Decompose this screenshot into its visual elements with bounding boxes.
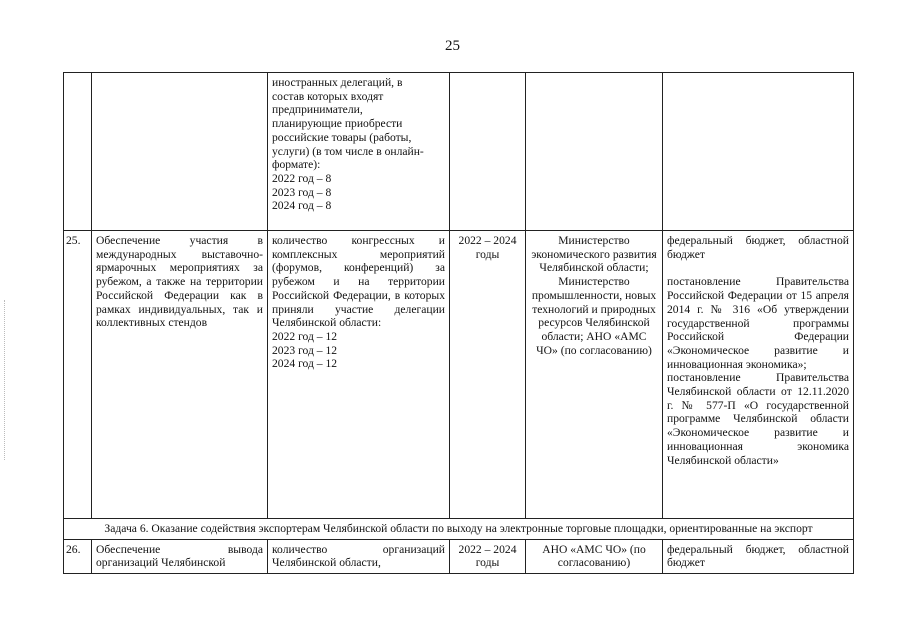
- cell-indicator: [268, 231, 450, 519]
- indicator-line: 2022 год – 8: [272, 171, 332, 185]
- cell-funding: [663, 231, 854, 519]
- table-row-25: [64, 231, 854, 519]
- cell-number: [64, 73, 92, 231]
- basis-regional: постановление Правительства Челябинской области от 12.11.2020 г. № 577-П «О государственной программе Челябинской области «Экономическое развитие и инновационная экономика Челябинской области»: [667, 371, 849, 467]
- indicator-year-2022: 2022 год – 12: [272, 329, 338, 343]
- indicator-text: количество организаций Челябинской области,: [268, 539, 450, 573]
- indicator-line: состав которых входят: [272, 89, 384, 103]
- cell-activity: [92, 73, 268, 231]
- period-text: 2022 – 2024 годы: [450, 231, 526, 519]
- cell-funding: [663, 73, 854, 231]
- indicator-line: услуги) (в том числе в онлайн-: [272, 144, 424, 158]
- cell-indicator: [268, 73, 450, 231]
- activity-text: Обеспечение вывода организаций Челябинской: [92, 539, 268, 573]
- table-row-continued: [64, 73, 854, 231]
- indicator-lines: [272, 76, 445, 213]
- table-row-26: [64, 539, 854, 573]
- indicator-year-2024: 2024 год – 12: [272, 357, 338, 371]
- funding-text: федеральный бюджет, областной бюджет: [667, 234, 849, 261]
- basis-federal: постановление Правительства Российской Федерации от 15 апреля 2014 г. № 316 «Об утверждении государственной программы Российской Федерации «Экономическое развитие и инновационная экономика»;: [667, 275, 849, 371]
- indicator-line: иностранных делегаций, в: [272, 76, 403, 89]
- indicator-line: 2023 год – 8: [272, 185, 332, 199]
- row-number: 26.: [64, 539, 92, 573]
- executors-text: АНО «АМС ЧО» (по согласованию): [526, 539, 663, 573]
- measures-table: [63, 72, 854, 574]
- cell-executors: [526, 73, 663, 231]
- scan-margin-mark: [4, 300, 6, 460]
- indicator-text: количество конгрессных и комплексных мероприятий (форумов, конференций) за рубежом и на территории Российской Федерации, в которых приняли участие делегации Челябинской области:: [272, 234, 445, 330]
- funding-text: федеральный бюджет, областной бюджет: [663, 539, 854, 573]
- indicator-line: 2024 год – 8: [272, 199, 332, 213]
- executors-text: Министерство экономического развития Челябинской области; Министерство промышленности, новых технологий и природных ресурсов Челябинской области; АНО «АМС ЧО» (по согласованию): [526, 231, 663, 519]
- row-number: 25.: [64, 231, 92, 519]
- period-text: 2022 – 2024 годы: [450, 539, 526, 573]
- indicator-line: формате):: [272, 158, 321, 172]
- indicator-line: российские товары (работы,: [272, 130, 412, 144]
- page-number: 25: [445, 38, 460, 54]
- indicator-year-2023: 2023 год – 12: [272, 343, 338, 357]
- cell-period: [450, 73, 526, 231]
- task-heading-row: [64, 519, 854, 540]
- task-6-title: Задача 6. Оказание содействия экспортерам Челябинской области по выходу на электронные торговые площадки, ориентированные на экспорт: [64, 519, 854, 540]
- indicator-line: предприниматели,: [272, 103, 363, 117]
- indicator-line: планирующие приобрести: [272, 117, 403, 131]
- activity-text: Обеспечение участия в международных выставочно-ярмарочных мероприятиях за рубежом, а также на территории Российской Федерации как в рамках индивидуальных, так и коллективных стендов: [92, 231, 268, 519]
